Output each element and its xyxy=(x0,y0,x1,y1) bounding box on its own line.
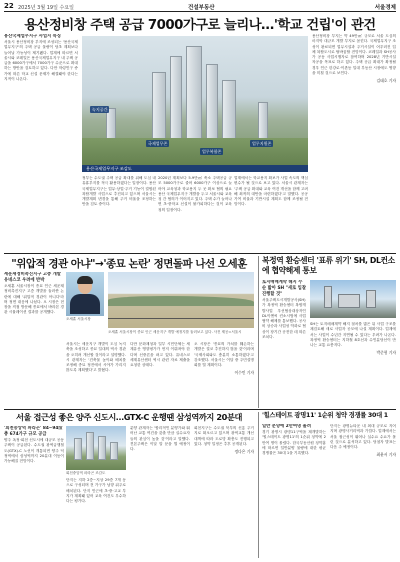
story3-headline xyxy=(262,256,396,276)
story4-col1 xyxy=(4,426,64,558)
story5-col2-text: 단지는 광명뉴타운 내 최대 규모로 지어지며 광명사거리역과 가깝다. 업계에서는 서울 접근성이 뛰어나 실수요 수요가 몰린 것으로 분석하고 있다. 당첨자 발표는 다음 주 예정이다. xyxy=(330,424,396,450)
story1-kicker: 용산국제업무지구 사업지 특징 xyxy=(4,34,61,39)
story2-col2 xyxy=(66,342,126,408)
photo-tag: 업무지원존 xyxy=(252,140,272,146)
story5-headline-text: '힐스테이트 광명11' 1순위 청약 경쟁률 30대 1 xyxy=(262,412,388,419)
story3-col1-text: 서울주택도시개발공사(SH)가 복정역 환승센터 복합개발사업 우선협상대상자인 DL이앤씨 컨소시엄에 사업협약 해제를 통보했다. 공사비 상승과 사업성 악화로 협상이 장기간 공전한 데 따른 조치다. xyxy=(262,298,306,340)
story5-headline xyxy=(262,412,396,420)
photo-tower xyxy=(186,46,202,142)
story4-photo-caption: 회천중앙역 파라곤 조감도 xyxy=(66,471,106,475)
story1-col4-text: 업계에서는 학교용지 확보가 사업 속도의 핵심 변수가 될 것으로 보고 있다. 서울시 관계자는 '주택 공급 확대와 교육 여건 개선을 함께 고려해 최적의 대안을 마련하겠다'고 말했다. 공공기여 비율과 기반시설 계획도 함께 조정될 전망이다. xyxy=(234,176,308,207)
issue-date: 2025년 3월 19일 수요일 xyxy=(18,5,75,11)
story2-portrait xyxy=(66,272,104,316)
story1-byline: 김태호 기자 xyxy=(376,78,396,84)
story1-col5 xyxy=(312,34,396,252)
portrait-suit xyxy=(70,294,100,314)
story2-col1-text: 오세훈 서울시장이 종묘 인근 세운재정비촉진지구 고층 개발을 둘러싼 논란에 대해 '위압적 경관이 아니다'라며 정면 대응에 나섰다. 오 시장은 현장을 직접 방문해 종묘에서 바라본 경관 시뮬레이션 결과를 공개했다. xyxy=(4,284,64,315)
story4-col4 xyxy=(194,426,254,558)
photo-tag: 국제업무존 xyxy=(148,140,168,146)
story1-col3 xyxy=(158,176,232,256)
photo-tower xyxy=(98,436,106,460)
masthead xyxy=(4,2,396,12)
story3-photo xyxy=(310,280,396,318)
photo-tower xyxy=(258,102,268,142)
photo-structure xyxy=(338,294,360,308)
story3-kicker: 토지매매계약 해지 수순 밟아 SH "새로 입찰 진행할 것" xyxy=(262,280,306,297)
portrait-hair xyxy=(77,276,93,284)
story2-col3 xyxy=(130,342,190,408)
photo-tower xyxy=(222,80,236,142)
story4-kicker: '회천중앙역 파라곤' 84~94㎡ 총 674가구 규모 공급 xyxy=(4,426,63,437)
story5-col1-text: 경기 광명시 광명11구역을 재개발하는 '힐스테이트 광명11'의 1순위 청약에 2만여 명이 몰렸다. 한국부동산원 청약홈에 따르면 일반분양 물량에 대한 평균 경쟁률은 30대 1을 기록했다. xyxy=(262,430,326,456)
story3-col2-text: SH는 토지매매계약 해지 절차를 밟은 뒤 사업 구조를 재검토해 새로 사업자 공모에 나설 계획이다. 업계에서는 사업이 수년간 지연될 수 있다는 우려가 나온다. 복정역 환승센터는 지하철 8호선과 수인분당선이 만나는 교통 요충지다. xyxy=(310,322,396,348)
story1-col1 xyxy=(4,34,78,256)
photo-caption-band: 용산국제업무지구 조감도 xyxy=(82,165,308,172)
photo-tower xyxy=(206,64,218,142)
section-name: 건설부동산 xyxy=(188,5,215,11)
story3-col1 xyxy=(262,280,306,408)
story2-portrait-caption: 오세훈 서울시장 xyxy=(66,317,91,321)
photo-structure xyxy=(366,290,376,308)
photo-hill xyxy=(108,296,254,306)
story1-col2 xyxy=(82,176,156,256)
story1-col3-text: 2020년 계획보다 5.9만㎡ 축소 주택공급 규모 5000가구로 줄어 6000가구 이상으로 늘어야 교육청과 학교용지 두 곳 확보 협의 필요 용산 국제업무지구 개발을 두고 서울시와 교육청 간 협의가 이어지고 있다. 주택 수가 늘어나면 초·중학교 신설이 불가피하다는 것이 교육청의 입장이다. xyxy=(158,176,232,212)
story4-photo xyxy=(66,426,126,470)
photo-tower xyxy=(106,108,116,142)
story2-col2-text: 서울시는 세운지구 개발이 도심 녹지축을 조성하고 종묘 일대의 역사 경관을 오히려 개선할 것이라고 설명했다. 시 관계자는 '건축물 높이와 배치를 조정해 종묘 정전에서 시야가 가리지 않도록 계획했다'고 밝혔다. xyxy=(66,342,126,373)
story2-col4 xyxy=(194,342,254,408)
story4-col4-text: 회천지구는 수도권 북부의 신흥 주거지로 떠오르고 있으며 광역교통 개선대책에 따라 도로망 확충도 진행되고 있다. 청약 일정은 추후 공개된다. xyxy=(194,426,254,446)
photo-structure xyxy=(324,286,332,308)
story1-col5-text: 용산정비창 부지는 약 49만㎡ 규모로 서울 도심의 마지막 대규모 개발 부지로 꼽힌다. 국제업무지구 조성이 완료되면 업무시설과 주거시설이 어우러진 입체 복합도시로 탈바꿈할 전망이다. 코레일과 SH공사가 공동 사업시행자로 참여하며 2028년 기반시설 착공을 목표로 하고 있다. 주택 공급 확대가 확정될 경우 인근 한강로·이촌동 일대 부동산 시장에도 영향을 미칠 것으로 보인다. xyxy=(312,34,396,76)
story4-col2 xyxy=(66,478,126,558)
story2-kicker: 세운재정비촉진지구 고층 개발 유네스코 우려에 반박 xyxy=(4,272,61,283)
story4-col2-text: 단지는 지하 2층~지상 29층 7개 동으로 구성되며 전 가구가 남향 위주로 배치된다. 단지 인근에 초·중·고교 부지가 계획돼 있어 교육 여건도 우수하다는 평가다. xyxy=(66,478,126,504)
story2-photo xyxy=(108,272,254,328)
story4-col1-text: 양주 옥정·회천 신도시에 대규모 공동주택이 공급된다. 수도권 광역급행철도(GTX)-C 노선이 개통되면 양주 덕정역에서 삼성역까지 20분대 이동이 가능해질 전망이다. xyxy=(4,438,64,464)
photo-tower xyxy=(110,442,118,460)
divider xyxy=(258,256,259,408)
story2-byline: 이수민 기자 xyxy=(234,370,254,376)
story2-col4-text: 오 시장은 '종묘의 가치를 훼손하는 개발은 결코 추진하지 않을 것'이라며 '국제사회와도 충분히 소통하겠다'고 강조했다. 서울시는 이달 중 주민설명회를 열 계획이다. xyxy=(194,342,254,368)
photo-tower xyxy=(152,72,166,142)
photo-tower xyxy=(74,438,82,460)
story4-col3 xyxy=(130,426,190,558)
story5-col1 xyxy=(262,424,326,558)
story1-headline: 용산정비창 주택 공급 7000가구로 늘리나…'학교 건립'이 관건 xyxy=(24,18,376,33)
paper-name: 서울경제 xyxy=(374,5,396,11)
photo-tag: 업무복합존 xyxy=(202,148,222,154)
story4-byline: 정다은 기자 xyxy=(234,449,254,455)
story1-col1-text: 서울시 용산정비창 부지에 조성되는 '용산국제업무지구'의 주택 공급 물량이 당초 계획보다 늘어날 가능성이 제기됐다. 업계에 따르면 서울시와 코레일은 용산국제업무지구 내 주택 공급을 6000가구에서 7000가구 수준으로 확대하는 방안을 검토하고 있다. 다만 학령인구 증가에 따른 학교 신설 문제가 해결돼야 한다는 지적이 나온다. xyxy=(4,40,78,82)
story2-col3-text: 다만 문화재청과 일부 시민단체는 세계유산 영향평가가 먼저 이뤄져야 한다며 신중론을 펴고 있다. 유네스코 세계유산센터 역시 관련 자료 제출을 요청한 상태다. xyxy=(130,342,190,368)
story1-col2-text: 정부는 수도권 주택 공급 확대를 위해 도심 내 유휴부지를 적극 활용하겠다는 입장이다. 용산국제업무지구는 업무·상업·주거 기능이 결합된 복합개발 사업으로 추진되고 있으며 서울시는 개발계획 변경을 통해 주거 비율을 조정하는 안을 검토 중이다. xyxy=(82,176,156,207)
story3-byline: 박준형 기자 xyxy=(376,350,396,356)
story5-col2 xyxy=(330,424,396,558)
photo-tower xyxy=(86,432,94,460)
photo-fence xyxy=(108,318,254,319)
divider xyxy=(4,409,396,410)
story3-headline-text: 복정역 환승센터 '표류 위기' SH, DL컨소에 협약해제 통보 xyxy=(262,256,395,275)
divider xyxy=(4,253,396,254)
story3-col2 xyxy=(310,322,396,408)
page-number: 22 xyxy=(4,2,14,10)
divider xyxy=(258,412,259,558)
story5-byline: 최윤서 기자 xyxy=(376,452,396,458)
story4-headline: 서울 접근성 좋은 양주 신도시…GTX-C 운행땐 삼성역까지 20분대 xyxy=(16,412,242,422)
story2-photo-caption: 오세훈 서울시장이 종묘 인근 세운지구 개발 예정지를 둘러보고 있다. 사진 제공=서울시 xyxy=(108,330,242,334)
photo-tower xyxy=(170,56,182,142)
story2-col1 xyxy=(4,272,64,408)
story1-col4 xyxy=(234,176,308,256)
story4-col3-text: 분양 관계자는 '합리적인 분양가와 뛰어난 교통 여건을 갖춘 만큼 실수요자들의 관심이 높을 것'이라고 말했다. 견본주택은 이달 말 문을 열 예정이다. xyxy=(130,426,190,452)
story2-headline: "위압적 경관 아냐"→'종묘 논란' 정면돌파 나선 오세훈 xyxy=(11,258,247,270)
photo-tag: 녹지공간 xyxy=(92,106,108,112)
story1-photo xyxy=(82,36,308,172)
story5-kicker: 일반 분양에 2만여명 몰려 xyxy=(262,424,311,429)
